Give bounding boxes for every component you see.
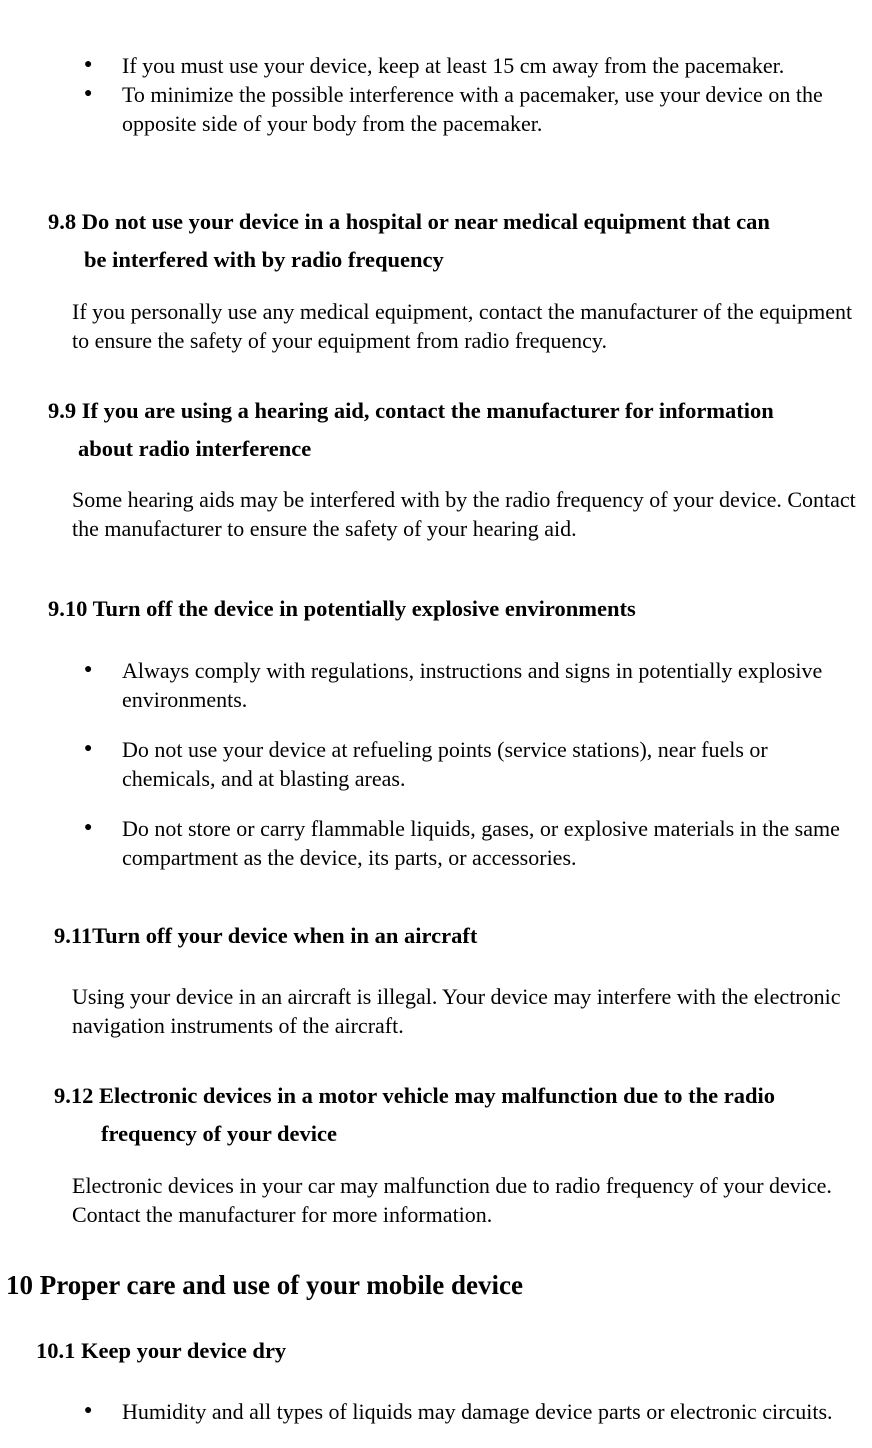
list-item: [0, 80, 862, 138]
section-heading-9-9: [48, 392, 863, 468]
section-body-9-11: Using your device in an aircraft is illegal. Your device may interfere with the electronic navigation instruments of the aircraft.: [72, 984, 841, 1038]
heading-line: about radio interference: [78, 436, 312, 461]
bullet-icon: ●: [84, 1403, 93, 1418]
list-item: [0, 735, 862, 793]
section-body-9-9: Some hearing aids may be interfered with by the radio frequency of your device. Contact the manufacturer to ensure the safety of your hearing aid.: [72, 487, 856, 541]
bullet-icon: ●: [84, 57, 93, 72]
section-heading-9-12: [54, 1077, 864, 1153]
section-heading-9-8: [48, 203, 863, 279]
list-item-text: If you must use your device, keep at least 15 cm away from the pacemaker.: [122, 53, 785, 78]
section-heading-9-10: 9.10 Turn off the device in potentially explosive environments: [48, 596, 636, 621]
explosive-bullet-list: [0, 656, 872, 872]
list-item-text: Always comply with regulations, instructions and signs in potentially explosive environments.: [122, 658, 823, 712]
list-item-text: Do not use your device at refueling points (service stations), near fuels or chemicals, and at blasting areas.: [122, 737, 768, 791]
heading-line: 9.8 Do not use your device in a hospital or near medical equipment that can: [48, 209, 770, 234]
bullet-icon: ●: [84, 662, 93, 677]
list-item-text: Do not store or carry flammable liquids, gases, or explosive materials in the same compartment as the device, its parts, or accessories.: [122, 816, 840, 870]
list-item: [0, 814, 862, 872]
bullet-icon: ●: [84, 820, 93, 835]
section-heading-9-11: 9.11Turn off your device when in an aircraft: [54, 923, 478, 948]
section-body-9-8: If you personally use any medical equipment, contact the manufacturer of the equipment to ensure the safety of your equipment from radio frequency.: [72, 299, 853, 353]
section-body-9-12: Electronic devices in your car may malfunction due to radio frequency of your device. Contact the manufacturer for more information.: [72, 1173, 832, 1227]
list-item-text: Humidity and all types of liquids may damage device parts or electronic circuits.: [122, 1399, 833, 1424]
list-item: [0, 1397, 862, 1426]
heading-line: 9.9 If you are using a hearing aid, contact the manufacturer for information: [48, 398, 774, 423]
heading-line: be interfered with by radio frequency: [84, 247, 444, 272]
list-item: [0, 656, 862, 714]
dry-bullet-list: [0, 1397, 872, 1426]
section-heading-10-1: 10.1 Keep your device dry: [36, 1338, 287, 1363]
pacemaker-bullet-list: [0, 51, 872, 138]
bullet-icon: ●: [84, 86, 93, 101]
bullet-icon: ●: [84, 741, 93, 756]
list-item: [0, 51, 862, 80]
heading-line: frequency of your device: [101, 1121, 338, 1146]
list-item-text: To minimize the possible interference with a pacemaker, use your device on the opposite side of your body from the pacemaker.: [122, 82, 823, 136]
heading-line: 9.12 Electronic devices in a motor vehicle may malfunction due to the radio: [54, 1083, 775, 1108]
chapter-heading-10: 10 Proper care and use of your mobile device: [6, 1270, 523, 1300]
